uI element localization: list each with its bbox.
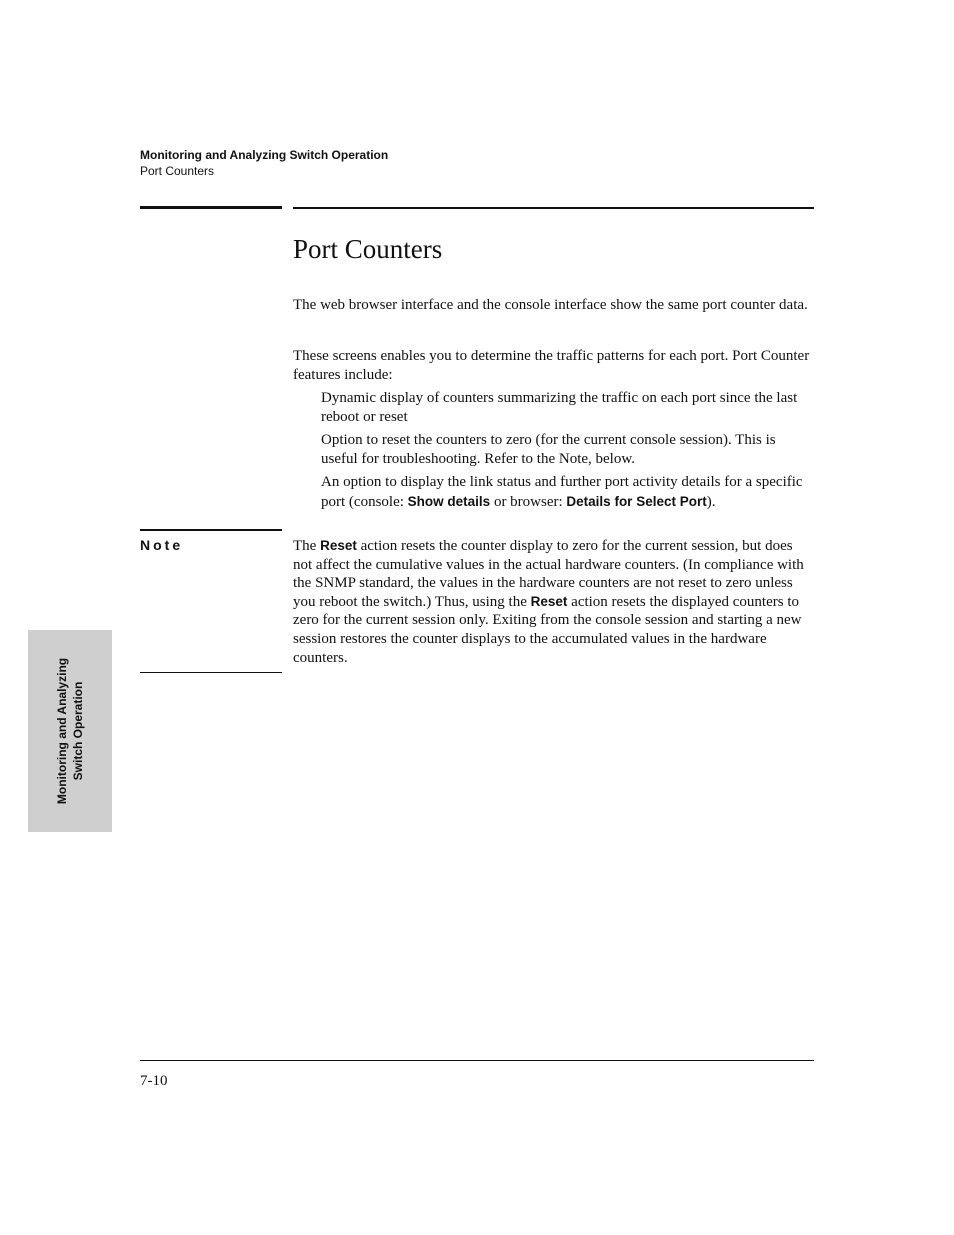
running-head — [140, 147, 388, 179]
page-title: Port Counters — [293, 234, 443, 264]
side-tab-line-2: Switch Operation — [71, 681, 85, 781]
note-text-1: The — [293, 538, 321, 554]
header-rule-right — [293, 207, 814, 209]
keyword-details-for-select-port: Details for Select Port — [566, 494, 707, 509]
side-tab-line-1: Monitoring and Analyzing — [55, 657, 69, 805]
bullet-3-text-end: ). — [706, 494, 716, 510]
intro-paragraph-2: These screens enables you to determine the traffic patterns for each port. Port Counter features include: — [293, 348, 810, 383]
note-bottom-rule — [140, 672, 282, 673]
note-top-rule — [140, 529, 282, 531]
keyword-reset-2: Reset — [530, 593, 568, 609]
running-head-chapter: Monitoring and Analyzing Switch Operation — [140, 148, 389, 162]
note-text — [293, 537, 814, 667]
chapter-side-tab — [28, 630, 112, 832]
keyword-show-details: Show details — [407, 494, 491, 509]
page-number: 7-10 — [140, 1073, 168, 1089]
feature-bullet-2: Option to reset the counters to zero (for the current console session). This is useful for troubleshooting. Refer to the Note, below. — [321, 432, 776, 467]
footer-rule — [140, 1060, 814, 1061]
keyword-reset-1: Reset — [320, 538, 357, 553]
chapter-side-tab-label — [54, 658, 86, 804]
note-text-2: action resets the counter display to zero for the current session, but does not affect the cumulative values in the actual hardware counters. (In compliance with the SNMP standard, the values in the hardware counters are not reset to zero unless you reboot the switch.) Thus, using the — [293, 538, 804, 610]
running-head-section: Port Counters — [140, 164, 215, 178]
note-label: Note — [140, 537, 184, 553]
note-text-3: action resets the displayed counters to zero for the current session only. Exiting from the console session and starting a new session restores the counter displays to the accumulated values in the hardware counters. — [293, 593, 802, 666]
intro-paragraph-1: The web browser interface and the console interface show the same port counter data. — [293, 297, 808, 313]
bullet-3-text-start: An option to display the link status and further port activity details for a specific port (console: — [321, 474, 803, 510]
bullet-3-text-middle: or browser: — [490, 494, 567, 510]
feature-bullet-3 — [321, 473, 814, 512]
feature-bullet-1: Dynamic display of counters summarizing the traffic on each port since the last reboot or reset — [321, 390, 798, 425]
header-rule-left — [140, 206, 282, 209]
